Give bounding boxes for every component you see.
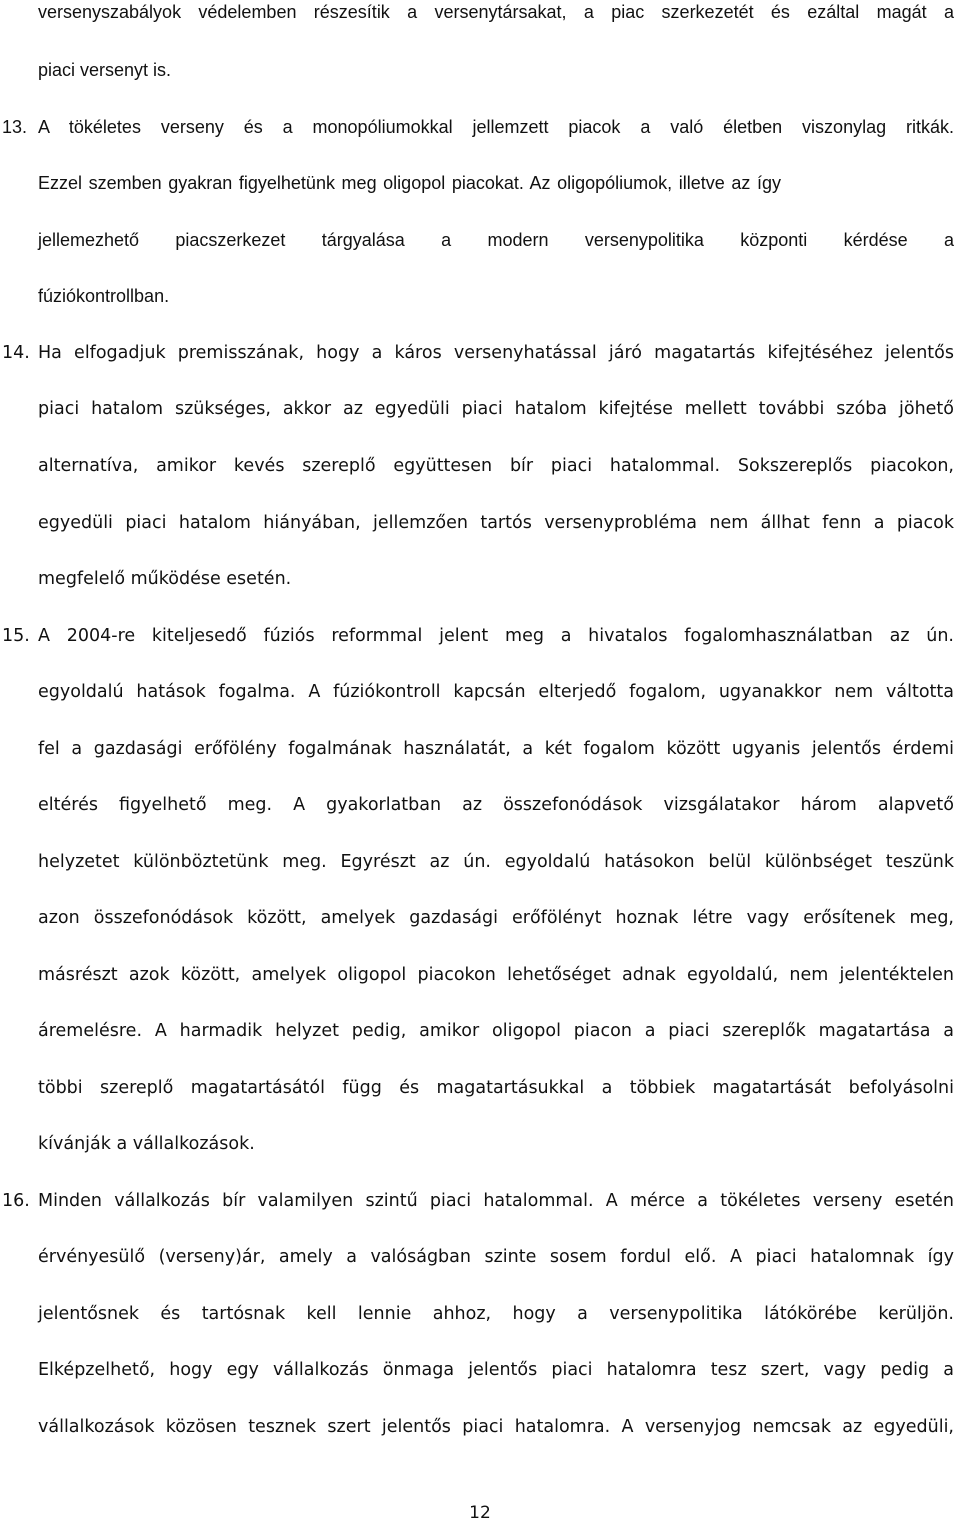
paragraph-15-line-9: többi szereplő magatartásától függ és magatartásukkal a többiek magatartását befolyásolni <box>38 1078 954 1098</box>
paragraph-14-line-4: egyedüli piaci hatalom hiányában, jellemzően tartós versenyprobléma nem állhat fenn a piacok <box>38 513 954 533</box>
paragraph-16-line-2: érvényesülő (verseny)ár, amely a valóságban szinte sosem fordul elő. A piaci hatalomnak így <box>38 1247 954 1267</box>
paragraph-16-line-3: jelentősnek és tartósnak kell lennie ahhoz, hogy a versenypolitika látókörébe kerüljön. <box>38 1304 954 1324</box>
paragraph-15-line-10: kívánják a vállalkozások. <box>38 1134 255 1154</box>
paragraph-13-line-2: Ezzel szemben gyakran figyelhetünk meg oligopol piacokat. Az oligopóliumok, illetve az így <box>38 173 781 193</box>
paragraph-14-line-1: Ha elfogadjuk premisszának, hogy a káros versenyhatással járó magatartás kifejtéséhez jelentős <box>38 343 954 363</box>
paragraph-14-line-5: megfelelő működése esetén. <box>38 569 292 589</box>
paragraph-number-16: 16. <box>2 1191 30 1211</box>
paragraph-15-line-6: azon összefonódások között, amelyek gazdasági erőfölényt hoznak létre vagy erősítenek meg, <box>38 908 954 928</box>
paragraph-15-line-3: fel a gazdasági erőfölény fogalmának használatát, a két fogalom között ugyanis jelentős érdemi <box>38 739 954 759</box>
intro-line-2: piaci versenyt is. <box>38 60 172 80</box>
paragraph-15-line-7: másrészt azok között, amelyek oligopol piacokon lehetőséget adnak egyoldalú, nem jelentéktelen <box>38 965 954 985</box>
page-number: 12 <box>469 1503 491 1523</box>
intro-line-1: versenyszabályok védelemben részesítik a versenytársakat, a piac szerkezetét és ezáltal magát a <box>38 2 954 22</box>
paragraph-15-line-8: áremelésre. A harmadik helyzet pedig, amikor oligopol piacon a piaci szereplők magatartása a <box>38 1021 954 1041</box>
paragraph-14-line-2: piaci hatalom szükséges, akkor az egyedüli piaci hatalom kifejtése mellett további szóba jöhető <box>38 399 954 419</box>
paragraph-16-line-4: Elképzelhető, hogy egy vállalkozás önmaga jelentős piaci hatalomra tesz szert, vagy pedig a <box>38 1360 954 1380</box>
paragraph-number-15: 15. <box>2 626 30 646</box>
paragraph-number-14: 14. <box>2 343 30 363</box>
paragraph-13-line-4: fúziókontrollban. <box>38 286 170 306</box>
paragraph-13-line-1: A tökéletes verseny és a monopóliumokkal jellemzett piacok a való életben viszonylag ritkák. <box>38 117 954 137</box>
paragraph-number-13: 13. <box>2 117 28 137</box>
paragraph-16-line-1: Minden vállalkozás bír valamilyen szintű piaci hatalommal. A mérce a tökéletes verseny esetén <box>38 1191 954 1211</box>
paragraph-14-line-3: alternatíva, amikor kevés szereplő együttesen bír piaci hatalommal. Sokszereplős piacokon, <box>38 456 954 476</box>
paragraph-15-line-1: A 2004-re kiteljesedő fúziós reformmal jelent meg a hivatalos fogalomhasználatban az ún. <box>38 626 954 646</box>
paragraph-15-line-4: eltérés figyelhető meg. A gyakorlatban az összefonódások vizsgálatakor három alapvető <box>38 795 954 815</box>
paragraph-15-line-5: helyzetet különböztetünk meg. Egyrészt az ún. egyoldalú hatásokon belül különbséget teszünk <box>38 852 954 872</box>
paragraph-13-line-3: jellemezhető piacszerkezet tárgyalása a modern versenypolitika központi kérdése a <box>38 230 954 250</box>
paragraph-16-line-5: vállalkozások közösen tesznek szert jelentős piaci hatalomra. A versenyjog nemcsak az egyedüli, <box>38 1417 954 1437</box>
paragraph-15-line-2: egyoldalú hatások fogalma. A fúziókontroll kapcsán elterjedő fogalom, ugyanakkor nem váltotta <box>38 682 954 702</box>
